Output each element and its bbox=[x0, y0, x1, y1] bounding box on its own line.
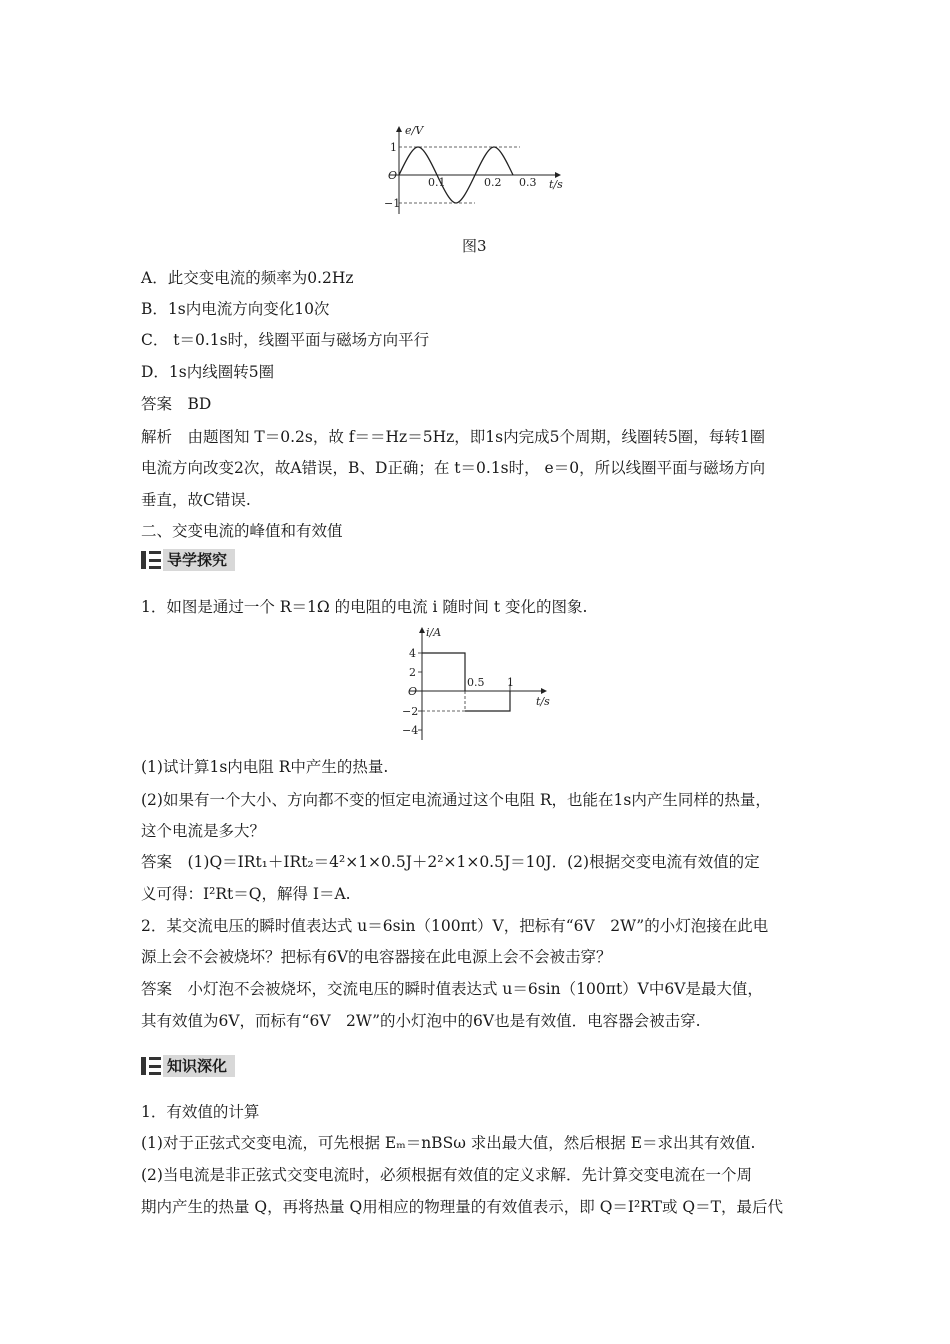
deepen-title: 知识深化 bbox=[163, 1055, 235, 1077]
header-lines-icon bbox=[149, 1057, 161, 1075]
section-2-title: 二、交变电流的峰值和有效值 bbox=[141, 522, 343, 540]
option-a: A．此交变电流的频率为0.2Hz bbox=[141, 269, 354, 287]
x-tick-1: 1 bbox=[507, 676, 514, 689]
y-tick-neg4: −4 bbox=[402, 724, 419, 737]
option-c: C． t＝0.1s时，线圈平面与磁场方向平行 bbox=[141, 331, 430, 349]
y-axis-label: e/V bbox=[405, 124, 424, 137]
x-tick-0.3: 0.3 bbox=[519, 176, 537, 189]
figure-3-sine-graph bbox=[380, 122, 580, 222]
figure-3-caption: 图3 bbox=[462, 237, 487, 255]
q2-stem-2: 源上会不会被烧坏？把标有6V的电容器接在此电源上会不会被击穿？ bbox=[141, 948, 612, 966]
y-tick-1: 1 bbox=[390, 141, 397, 154]
y-tick-4: 4 bbox=[409, 647, 416, 660]
guide-explore-title: 导学探究 bbox=[163, 549, 235, 571]
q1-answer-line-1: 答案 (1)Q＝IRt₁＋IRt₂＝4²×1×0.5J＋2²×1×0.5J＝10J．(2)根据交变电流有效值的定 bbox=[141, 853, 760, 871]
q2-answer-line-1: 答案 小灯泡不会被烧坏，交流电压的瞬时值表达式 u＝6sin（100πt）V中6V是最大值， bbox=[141, 980, 763, 998]
header-lines-icon bbox=[149, 551, 161, 569]
q2-stem-1: 2．某交流电压的瞬时值表达式 u＝6sin（100πt）V，把标有“6V 2W”的小灯泡接在此电 bbox=[141, 917, 769, 935]
q1-part-2a: (2)如果有一个大小、方向都不变的恒定电流通过这个电阻 R，也能在1s内产生同样的热量， bbox=[141, 791, 771, 809]
deepen-part-1: (1)对于正弦式交变电流，可先根据 Eₘ＝nBSω 求出最大值，然后根据 E＝求出其有效值. bbox=[141, 1134, 756, 1152]
x-tick-0.2: 0.2 bbox=[484, 176, 502, 189]
figure-current-graph bbox=[388, 622, 558, 742]
x-tick-0.1: 0.1 bbox=[428, 176, 446, 189]
answer-1: 答案 BD bbox=[141, 395, 212, 413]
q1-part-1: (1)试计算1s内电阻 R中产生的热量. bbox=[141, 758, 389, 776]
header-bar-icon bbox=[141, 551, 146, 569]
analysis-line-2: 电流方向改变2次，故A错误，B、D正确；在 t＝0.1s时， e＝0，所以线圈平面与磁场方向 bbox=[141, 459, 766, 477]
q1-answer-line-2: 义可得：I²Rt＝Q，解得 I＝A. bbox=[141, 885, 351, 903]
deepen-part-2a: (2)当电流是非正弦式交变电流时，必须根据有效值的定义求解．先计算交变电流在一个周 bbox=[141, 1166, 752, 1184]
x-tick-0.5: 0.5 bbox=[467, 676, 485, 689]
deepen-item-1-title: 1．有效值的计算 bbox=[141, 1103, 260, 1121]
analysis-line-1: 解析 由题图知 T＝0.2s，故 f＝＝Hz＝5Hz，即1s内完成5个周期，线圈转5圈，每转1圈 bbox=[141, 428, 766, 446]
deepen-part-2b: 期内产生的热量 Q，再将热量 Q用相应的物理量的有效值表示，即 Q＝I²RT或 Q＝T，最后代 bbox=[141, 1198, 783, 1216]
origin-label: O bbox=[388, 169, 398, 182]
y-tick-neg2: −2 bbox=[402, 705, 419, 718]
option-d: D．1s内线圈转5圈 bbox=[141, 363, 275, 381]
q2-answer-line-2: 其有效值为6V，而标有“6V 2W”的小灯泡中的6V也是有效值．电容器会被击穿. bbox=[141, 1012, 701, 1030]
y-axis-label: i/A bbox=[426, 626, 442, 639]
x-axis-label: t/s bbox=[536, 695, 550, 708]
q1-stem: 1．如图是通过一个 R＝1Ω 的电阻的电流 i 随时间 t 变化的图象. bbox=[141, 598, 588, 616]
origin-label: O bbox=[408, 685, 418, 698]
x-axis-label: t/s bbox=[549, 178, 563, 191]
square-wave bbox=[422, 653, 465, 691]
q1-part-2b: 这个电流是多大？ bbox=[141, 822, 266, 840]
y-tick-2: 2 bbox=[409, 666, 416, 679]
y-tick-neg1: −1 bbox=[384, 197, 401, 210]
deepen-header bbox=[141, 1055, 235, 1077]
header-bar-icon bbox=[141, 1057, 146, 1075]
analysis-line-3: 垂直，故C错误. bbox=[141, 491, 251, 509]
option-b: B．1s内电流方向变化10次 bbox=[141, 300, 330, 318]
guide-explore-header bbox=[141, 549, 235, 571]
